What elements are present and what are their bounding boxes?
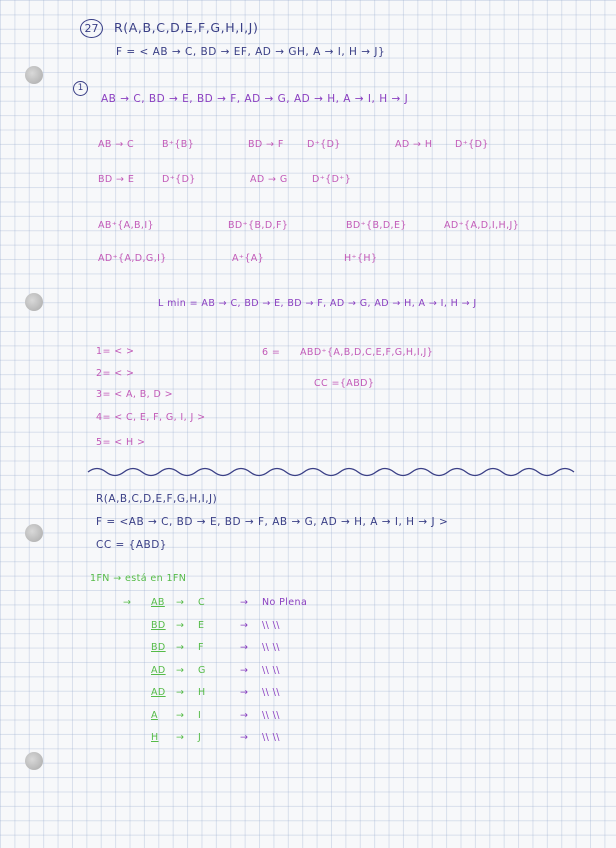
relation-title-2: R(A,B,C,D,E,F,G,H,I,J) bbox=[96, 493, 218, 505]
binder-hole-2 bbox=[25, 293, 43, 311]
binder-hole-3 bbox=[25, 524, 43, 542]
row-rhs: C bbox=[198, 597, 206, 608]
row-arrow-note: → bbox=[240, 642, 249, 653]
closure-row1-col2: BD⁺{B,D,F} bbox=[228, 220, 289, 231]
row2-col1: BD → E bbox=[98, 174, 135, 185]
exercise-number: 27 bbox=[80, 19, 103, 38]
row-arrow: → bbox=[176, 732, 185, 743]
row-lhs: A bbox=[151, 709, 158, 721]
group-list-3: 3= < A, B, D > bbox=[96, 389, 173, 400]
group-list-5: 5= < H > bbox=[96, 437, 146, 448]
normal-form-title: 1FN → está en 1FN bbox=[90, 573, 187, 584]
closure-row1-col4: AD⁺{A,D,I,H,J} bbox=[444, 220, 520, 231]
row-arrow-note: → bbox=[240, 709, 249, 721]
row-lhs: BD bbox=[151, 642, 166, 653]
row-arrow: → bbox=[176, 642, 185, 653]
row-arrow: → bbox=[176, 687, 185, 698]
candidate-key: CC ={ABD} bbox=[314, 378, 375, 389]
row-note: \\ \\ bbox=[262, 732, 280, 743]
row-note: \\ \\ bbox=[262, 619, 280, 631]
row-rhs: I bbox=[198, 709, 202, 721]
group-6-number: 6 = bbox=[262, 347, 281, 358]
row-lhs: BD bbox=[151, 619, 166, 631]
row-arrow: → bbox=[176, 619, 185, 631]
dependency-set-2: F = <AB → C, BD → E, BD → F, AB → G, AD → H, A → I, H → J > bbox=[96, 516, 449, 528]
row-note: No Plena bbox=[262, 597, 308, 608]
group-list-4: 4= < C, E, F, G, I, J > bbox=[96, 412, 206, 423]
row2-col4: D⁺{D⁺} bbox=[312, 174, 352, 185]
closure-row2-col1: AD⁺{A,D,G,I} bbox=[98, 253, 167, 264]
row-arrow: → bbox=[176, 709, 185, 721]
row-rhs: F bbox=[198, 642, 204, 653]
row2-col2: D⁺{D} bbox=[162, 174, 196, 185]
row-lhs: H bbox=[151, 732, 159, 743]
row1-col2: B⁺{B} bbox=[162, 139, 195, 150]
group-list-2: 2= < > bbox=[96, 368, 135, 379]
row-arrow-note: → bbox=[240, 687, 249, 698]
row1-col4: D⁺{D} bbox=[307, 139, 341, 150]
closure-row2-col2: A⁺{A} bbox=[232, 253, 265, 264]
row-arrow-lead: → bbox=[123, 597, 132, 608]
row1-col5: AD → H bbox=[395, 139, 433, 150]
closure-row1-col3: BD⁺{B,D,E} bbox=[346, 220, 407, 231]
row-arrow-note: → bbox=[240, 597, 249, 608]
row-lhs: AD bbox=[151, 687, 166, 698]
row2-col3: AD → G bbox=[250, 174, 288, 185]
binder-hole-4 bbox=[25, 752, 43, 770]
row-note: \\ \\ bbox=[262, 642, 280, 653]
row-rhs: E bbox=[198, 619, 205, 631]
row-arrow-note: → bbox=[240, 619, 249, 631]
group-list-1: 1= < > bbox=[96, 346, 135, 357]
step-marker: 1 bbox=[73, 81, 88, 96]
row-arrow: → bbox=[176, 664, 185, 676]
candidate-key-2: CC = {ABD} bbox=[96, 539, 167, 551]
closure-row2-col3: H⁺{H} bbox=[344, 253, 378, 264]
group-6-closure: ABD⁺{A,B,D,C,E,F,G,H,I,J} bbox=[300, 347, 434, 358]
row-lhs: AD bbox=[151, 664, 166, 676]
minimal-cover: L min = AB → C, BD → E, BD → F, AD → G, AD → H, A → I, H → J bbox=[158, 298, 477, 309]
row-rhs: G bbox=[198, 664, 206, 676]
row-arrow-note: → bbox=[240, 732, 249, 743]
row-lhs: AB bbox=[151, 597, 165, 608]
row-arrow-note: → bbox=[240, 664, 249, 676]
dependency-set: F = < AB → C, BD → EF, AD → GH, A → I, H → J} bbox=[116, 46, 386, 58]
row-rhs: J bbox=[198, 732, 202, 743]
wavy-divider bbox=[0, 462, 616, 482]
row-rhs: H bbox=[198, 687, 206, 698]
row-note: \\ \\ bbox=[262, 664, 280, 676]
row-arrow: → bbox=[176, 597, 185, 608]
relation-title: R(A,B,C,D,E,F,G,H,I,J) bbox=[114, 20, 259, 35]
decomposed-dependencies: AB → C, BD → E, BD → F, AD → G, AD → H, A → I, H → J bbox=[101, 93, 409, 105]
row1-col6: D⁺{D} bbox=[455, 139, 489, 150]
row1-col1: AB → C bbox=[98, 139, 135, 150]
closure-row1-col1: AB⁺{A,B,I} bbox=[98, 220, 154, 231]
row1-col3: BD → F bbox=[248, 139, 284, 150]
row-note: \\ \\ bbox=[262, 709, 280, 721]
binder-hole-1 bbox=[25, 66, 43, 84]
row-note: \\ \\ bbox=[262, 687, 280, 698]
